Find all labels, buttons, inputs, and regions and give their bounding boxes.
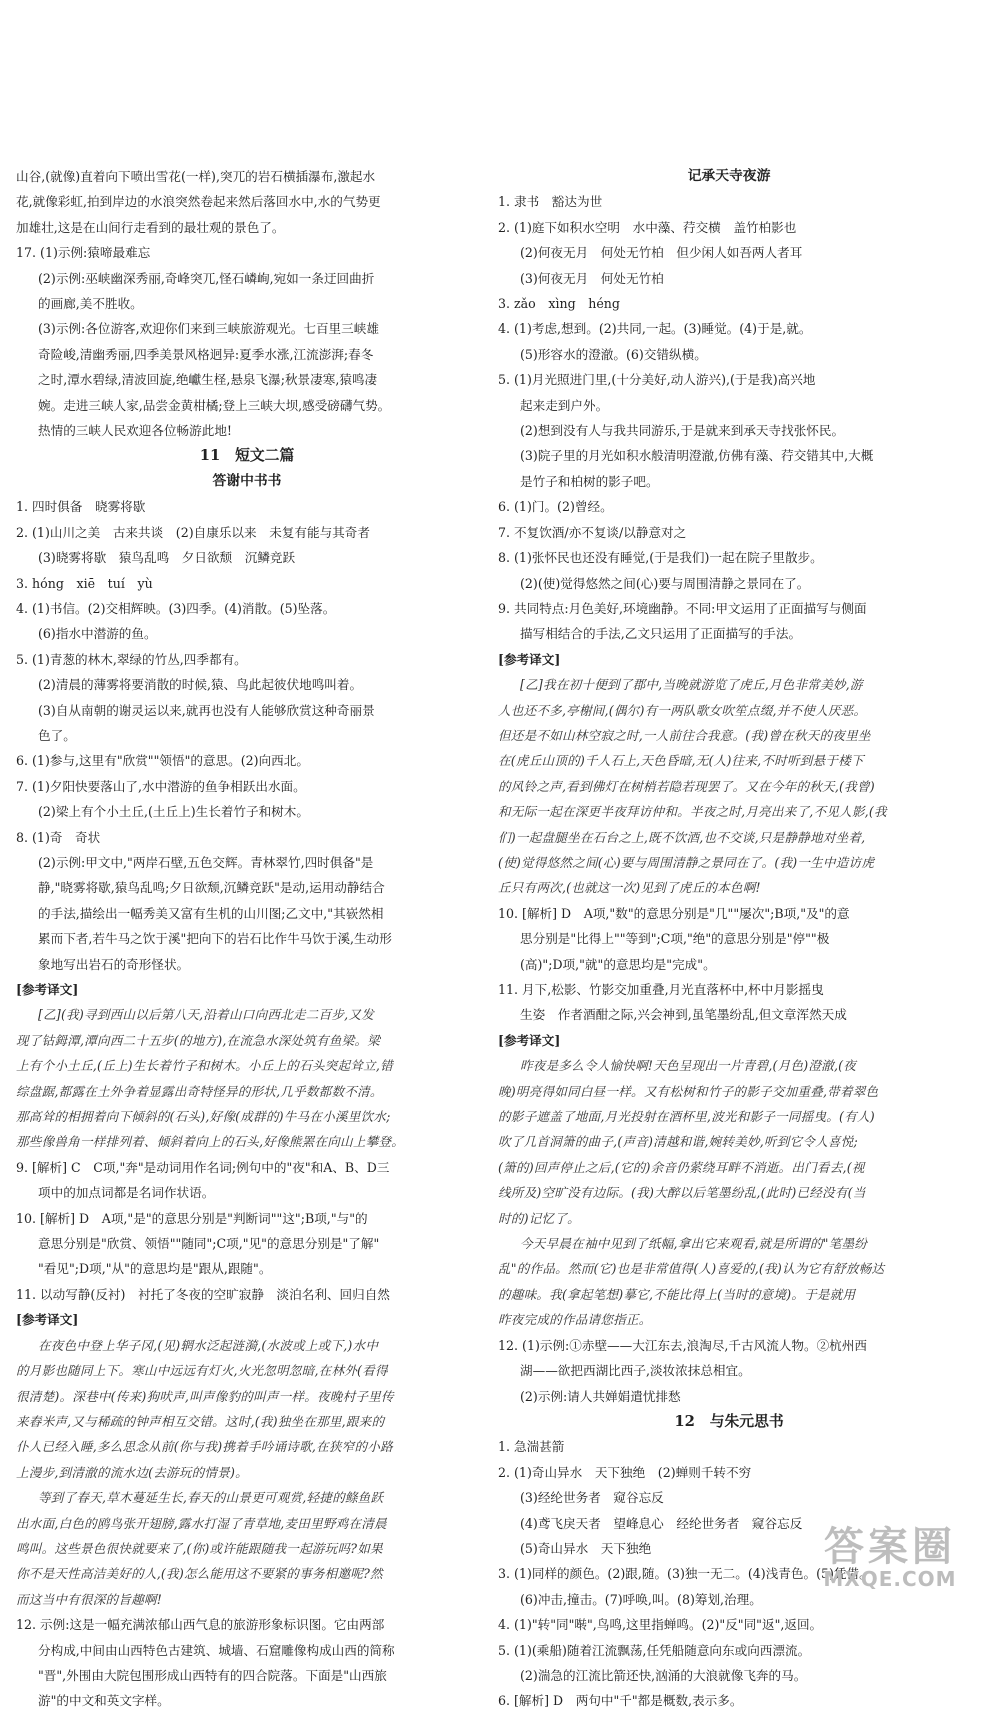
text-line: 2. (1)山川之美 古来共谈 (2)自康乐以来 未复有能与其奇者	[16, 524, 370, 540]
translation-line: 来舂米声,又与稀疏的钟声相互交错。这时,(我)独坐在那里,跟来的	[16, 1413, 385, 1429]
text-line: (2)示例:甲文中,"两岸石壁,五色交辉。青林翠竹,四时俱备"是	[38, 854, 374, 870]
translation-line: 而这当中有很深的旨趣啊!	[16, 1591, 162, 1607]
reference-translation-label: [参考译文]	[498, 651, 561, 667]
left-column	[16, 164, 478, 1714]
text-line: 是竹子和柏树的影子吧。	[520, 473, 659, 489]
text-line: (5)形容水的澄澈。(6)交错纵横。	[520, 346, 707, 362]
watermark-url: MXQE.COM	[823, 1567, 957, 1591]
text-line: 象地写出岩石的奇形怪状。	[38, 956, 190, 972]
text-line: (4)鸢飞戾天者 望峰息心 经纶世务者 窥谷忘反	[520, 1515, 803, 1531]
text-line: (3)晓雾将歇 猿鸟乱鸣 夕日欲颓 沉鳞竞跃	[38, 550, 296, 566]
text-line: 生姿 作者酒酣之际,兴会神到,虽笔墨纷乱,但文章浑然天成	[520, 1007, 847, 1023]
text-line: (3)经纶世务者 窥谷忘反	[520, 1490, 664, 1506]
text-line: 的画廊,美不胜收。	[38, 296, 143, 312]
text-line: 3. hóng xiē tuí yù	[16, 575, 153, 591]
text-line: 8. (1)张怀民也还没有睡觉,(于是我们)一起在院子里散步。	[498, 550, 823, 566]
text-line: 静,"晓雾将歇,猿鸟乱鸣;夕日欲颓,沉鳞竞跃"是动,运用动静结合	[38, 880, 385, 896]
text-line: 7. 不复饮酒/亦不复谈/以静意对之	[498, 524, 687, 540]
text-line: (2)示例:巫峡幽深秀丽,奇峰突兀,怪石嶙峋,宛如一条迂回曲折	[38, 270, 375, 286]
translation-line: 等到了春天,草木蔓延生长,春天的山景更可观赏,轻捷的鲦鱼跃	[38, 1490, 384, 1506]
text-line: 色了。	[38, 727, 76, 743]
translation-line: 的趣味。我(拿起笔想)摹它,不能比得上(当时的意境)。于是就用	[498, 1286, 856, 1302]
translation-line: 昨夜完成的作品请您指正。	[498, 1312, 652, 1328]
translation-line: 你不是天性高洁美好的人,(我)怎么能用这不要紧的事务相邀呢?然	[16, 1566, 383, 1582]
text-line: (6)指水中潜游的鱼。	[38, 626, 157, 642]
text-line: 1. 急湍甚箭	[498, 1439, 565, 1455]
text-line: (3)何夜无月 何处无竹柏	[520, 270, 664, 286]
translation-line: 很清楚)。深巷中(传来)狗吠声,叫声像豹的叫声一样。夜晚村子里传	[16, 1388, 394, 1404]
translation-line: 上有个小土丘,(丘上)生长着竹子和树木。小丘上的石头突起耸立,错	[16, 1058, 393, 1074]
text-line: 17. (1)示例:猿啼最难忘	[16, 245, 151, 261]
translation-line: [乙]我在初十便到了郡中,当晚就游览了虎丘,月色非常美妙,游	[520, 677, 863, 693]
text-line: 项中的加点词都是名词作状语。	[38, 1185, 215, 1201]
text-line: 起来走到户外。	[520, 397, 609, 413]
reference-translation-label: [参考译文]	[16, 982, 79, 997]
text-line: (高)";D项,"就"的意思均是"完成"。	[520, 956, 716, 972]
text-line: 12. (1)示例:①赤壁——大江东去,浪淘尽,千古风流人物。②杭州西	[498, 1337, 867, 1353]
watermark-logo	[800, 1526, 980, 1592]
text-line: (3)示例:各位游客,欢迎你们来到三峡旅游观光。七百里三峡雄	[38, 321, 379, 337]
text-line: 湖——欲把西湖比西子,淡妆浓抹总相宜。	[520, 1363, 751, 1379]
text-line: (2)湍急的江流比箭还快,汹涌的大浪就像飞奔的马。	[520, 1667, 807, 1683]
text-line: 2. (1)庭下如积水空明 水中藻、荇交横 盖竹柏影也	[498, 219, 797, 235]
translation-line: 丘只有两次,(也就这一次)见到了虎丘的本色啊!	[498, 880, 761, 896]
subsection-title: 记承天寺夜游	[687, 168, 771, 184]
translation-line: 那些像兽角一样排列着、倾斜着向上的石头,好像熊罴在向山上攀登。	[16, 1134, 405, 1150]
section-heading: 12 与朱元思书	[674, 1412, 784, 1430]
text-line: 1. 四时俱备 晓雾将歇	[16, 499, 146, 515]
text-line: (2)(使)觉得悠然之间(心)要与周围清静之景同在了。	[520, 575, 810, 591]
text-line: 3. (1)同样的颜色。(2)跟,随。(3)独一无二。(4)浅青色。(5)凭借。	[498, 1566, 872, 1582]
text-line: 分构成,中间由山西特色古建筑、城墙、石窟雕像构成山西的简称	[38, 1642, 395, 1658]
text-line: 3. zǎo xìng héng	[498, 296, 620, 312]
text-line: 意思分别是"欣赏、领悟""随同";C项,"见"的意思分别是"了解"	[38, 1236, 380, 1252]
text-line: 9. 共同特点:月色美好,环境幽静。不同:甲文运用了正面描写与侧面	[498, 600, 867, 616]
translation-line: 的风铃之声,看到佛灯在树梢若隐若现罢了。又在今年的秋天,(我曾)	[498, 778, 875, 794]
translation-line: 那高耸的相拥着向下倾斜的(石头),好像(成群的)牛马在小溪里饮水;	[16, 1109, 391, 1125]
translation-line: 晚)明亮得如同白昼一样。又有松树和竹子的影子交加重叠,带着翠色	[498, 1083, 879, 1099]
text-line: 1. 隶书 豁达为世	[498, 194, 603, 210]
translation-line: 乱"的作品。然而(它)也是非常值得(人)喜爱的,(我)认为它有舒放畅达	[498, 1261, 885, 1277]
translation-line: 们)一起盘腿坐在石台之上,既不饮酒,也不交谈,只是静静地对坐着,	[498, 829, 866, 845]
text-line: 2. (1)奇山异水 天下独绝 (2)蝉则千转不穷	[498, 1464, 752, 1480]
text-line: 5. (1)青葱的林木,翠绿的竹丛,四季都有。	[16, 651, 247, 667]
watermark-logo-text: 答案圈	[824, 1524, 956, 1570]
text-line: (3)自从南朝的谢灵运以来,就再也没有人能够欣赏这种奇丽景	[38, 702, 375, 718]
text-line: 加雄壮,这是在山间行走看到的最壮观的景色了。	[16, 219, 285, 235]
section-heading: 11 短文二篇	[199, 447, 295, 465]
text-line: 之时,潭水碧绿,清波回旋,绝巘生柽,悬泉飞瀑;秋景凄寒,猿鸣凄	[38, 372, 378, 388]
reference-translation-label: [参考译文]	[498, 1032, 561, 1048]
text-line: 6. (1)门。(2)曾经。	[498, 499, 613, 515]
text-line: (2)梁上有个小土丘,(土丘上)生长着竹子和树木。	[38, 804, 309, 820]
translation-line: 的影子遮盖了地面,月光投射在酒杯里,波光和影子一同摇曳。(有人)	[498, 1109, 875, 1125]
text-line: 山谷,(就像)直着向下喷出雪花(一样),突兀的岩石横插瀑布,激起水	[16, 169, 376, 184]
text-line: 婉。走进三峡人家,品尝金黄柑橘;登上三峡大坝,感受磅礴气势。	[38, 397, 391, 413]
translation-line: 综盘踞,都露在土外争着显露出奇特怪异的形状,几乎数都数不清。	[16, 1083, 383, 1099]
translation-line: 的月影也随同上下。寒山中远远有灯火,火光忽明忽暗,在林外(看得	[16, 1363, 388, 1379]
text-line: 5. (1)月光照进门里,(十分美好,动人游兴),(于是我)高兴地	[498, 372, 816, 388]
text-line: 的手法,描绘出一幅秀美又富有生机的山川图;乙文中,"其嵚然相	[38, 905, 384, 921]
text-line: (6)冲击,撞击。(7)呼唤,叫。(8)筹划,治理。	[520, 1591, 762, 1607]
translation-line: [乙](我)寻到西山以后第八天,沿着山口向西北走二百步,又发	[38, 1007, 374, 1023]
translation-line: 人也还不多,亭榭间,(偶尔)有一两队歌女吹笙点缀,并不使人厌恶。	[498, 702, 867, 718]
text-line: 累而下者,若牛马之饮于溪"把向下的岩石比作牛马饮于溪,生动形	[38, 931, 392, 947]
translation-line: 出水面,白色的鸥鸟张开翅膀,露水打湿了青草地,麦田里野鸡在清晨	[16, 1515, 387, 1531]
text-line: "看见";D项,"从"的意思均是"跟从,跟随"。	[38, 1261, 272, 1277]
text-line: 花,就像彩虹,拍到岸边的水浪突然卷起来然后落回水中,水的气势更	[16, 194, 381, 210]
translation-line: (箫的)回声停止之后,(它的)余音仍萦绕耳畔不消逝。出门看去,(视	[498, 1159, 865, 1175]
subsection-title: 答谢中书书	[212, 472, 282, 489]
text-line: 4. (1)书信。(2)交相辉映。(3)四季。(4)消散。(5)坠落。	[16, 600, 336, 616]
translation-line: 今天早晨在袖中见到了纸幅,拿出它来观看,就是所谓的"笔墨纷	[520, 1236, 868, 1252]
text-line: 热情的三峡人民欢迎各位畅游此地!	[38, 423, 232, 439]
text-line: (2)何夜无月 何处无竹柏 但少闲人如吾两人者耳	[520, 245, 803, 261]
text-line: 10. [解析] D A项,"是"的意思分别是"判断词""这";B项,"与"的	[16, 1210, 368, 1226]
text-line: (2)想到没有人与我共同游乐,于是就来到承天寺找张怀民。	[520, 423, 845, 439]
translation-line: 上漫步,到清澈的流水边(去游玩的情景)。	[16, 1464, 248, 1480]
text-line: 11. 月下,松影、竹影交加重叠,月光直落杯中,杯中月影摇曳	[498, 982, 824, 997]
text-line: 游"的中文和英文字样。	[38, 1693, 170, 1709]
text-line: 描写相结合的手法,乙文只运用了正面描写的手法。	[520, 626, 802, 642]
right-column	[498, 164, 960, 1714]
text-line: 5. (1)(乘船)随着江流飘荡,任凭船随意向东或向西漂流。	[498, 1642, 811, 1658]
translation-line: 在(虎丘山顶的)千人石上,天色昏暗,无(人)往来,不时听到悬于楼下	[498, 753, 864, 769]
text-line: 4. (1)"转"同"啭",鸟鸣,这里指蝉鸣。(2)"反"同"返",返回。	[498, 1617, 823, 1633]
translation-line: 鸣叫。这些景色很快就要来了,(你)或许能跟随我一起游玩吗?如果	[16, 1540, 383, 1556]
translation-line: 昨夜是多么令人愉快啊!天色呈现出一片青碧,(月色)澄澈,(夜	[520, 1058, 857, 1074]
text-line: 12. 示例:这是一幅充满浓郁山西气息的旅游形象标识图。它由两部	[16, 1617, 385, 1633]
reference-translation-label: [参考译文]	[16, 1312, 79, 1328]
text-line: 6. (1)参与,这里有"欣赏""领悟"的意思。(2)向西北。	[16, 753, 309, 769]
translation-line: 吹了几首洞箫的曲子,(声音)清越和谐,婉转美妙,听到它令人喜悦;	[498, 1134, 858, 1150]
translation-line: 和无际一起在深更半夜拜访仲和。半夜之时,月亮出来了,不见人影,(我	[498, 804, 887, 820]
text-line: (2)清晨的薄雾将要消散的时候,猿、鸟此起彼伏地鸣叫着。	[38, 677, 363, 693]
translation-line: 但还是不如山林空寂之时,一人前往合我意。(我)曾在秋天的夜里坐	[498, 727, 871, 743]
text-line: "晋",外围由大院包围形成山西特有的四合院落。下面是"山西旅	[38, 1667, 387, 1683]
text-line: 6. [解析] D 两句中"千"都是概数,表示多。	[498, 1693, 743, 1709]
text-line: (3)院子里的月光如积水般清明澄澈,仿佛有藻、荇交错其中,大概	[520, 448, 874, 464]
translation-line: 现了钴鉧潭,潭向西二十五步(的地方),在流急水深处筑有鱼梁。梁	[16, 1032, 381, 1048]
text-line: 7. (1)夕阳快要落山了,水中潜游的鱼争相跃出水面。	[16, 778, 306, 794]
text-line: (5)奇山异水 天下独绝	[520, 1540, 652, 1556]
text-line: 8. (1)奇 奇状	[16, 829, 101, 845]
text-line: 9. [解析] C C项,"奔"是动词用作名词;例句中的"夜"和A、B、D三	[16, 1159, 390, 1175]
translation-line: 仆人已经入睡,多么思念从前(你与我)携着手吟诵诗歌,在狭窄的小路	[16, 1439, 393, 1455]
translation-line: (使)觉得悠然之间(心)要与周围清静之景同在了。(我)一生中造访虎	[498, 854, 875, 870]
translation-line: 线所及)空旷没有边际。(我)大醉以后笔墨纷乱,(此时)已经没有(当	[498, 1185, 866, 1201]
text-line: 11. 以动写静(反衬) 衬托了冬夜的空旷寂静 淡泊名利、回归自然	[16, 1286, 390, 1302]
text-line: 奇险峻,清幽秀丽,四季美景风格迥异:夏季水涨,江流澎湃;春冬	[38, 346, 374, 362]
text-line: 思分别是"比得上""等到";C项,"绝"的意思分别是"停""极	[520, 931, 830, 947]
translation-line: 时的)记忆了。	[498, 1210, 580, 1226]
text-line: 4. (1)考虑,想到。(2)共同,一起。(3)睡觉。(4)于是,就。	[498, 321, 812, 337]
translation-line: 在夜色中登上华子冈,(见)辋水泛起涟漪,(水波或上或下,)水中	[38, 1337, 379, 1353]
text-line: (2)示例:请人共婵娟遣忧排愁	[520, 1388, 681, 1404]
text-line: 10. [解析] D A项,"数"的意思分别是"几""屡次";B项,"及"的意	[498, 905, 850, 921]
